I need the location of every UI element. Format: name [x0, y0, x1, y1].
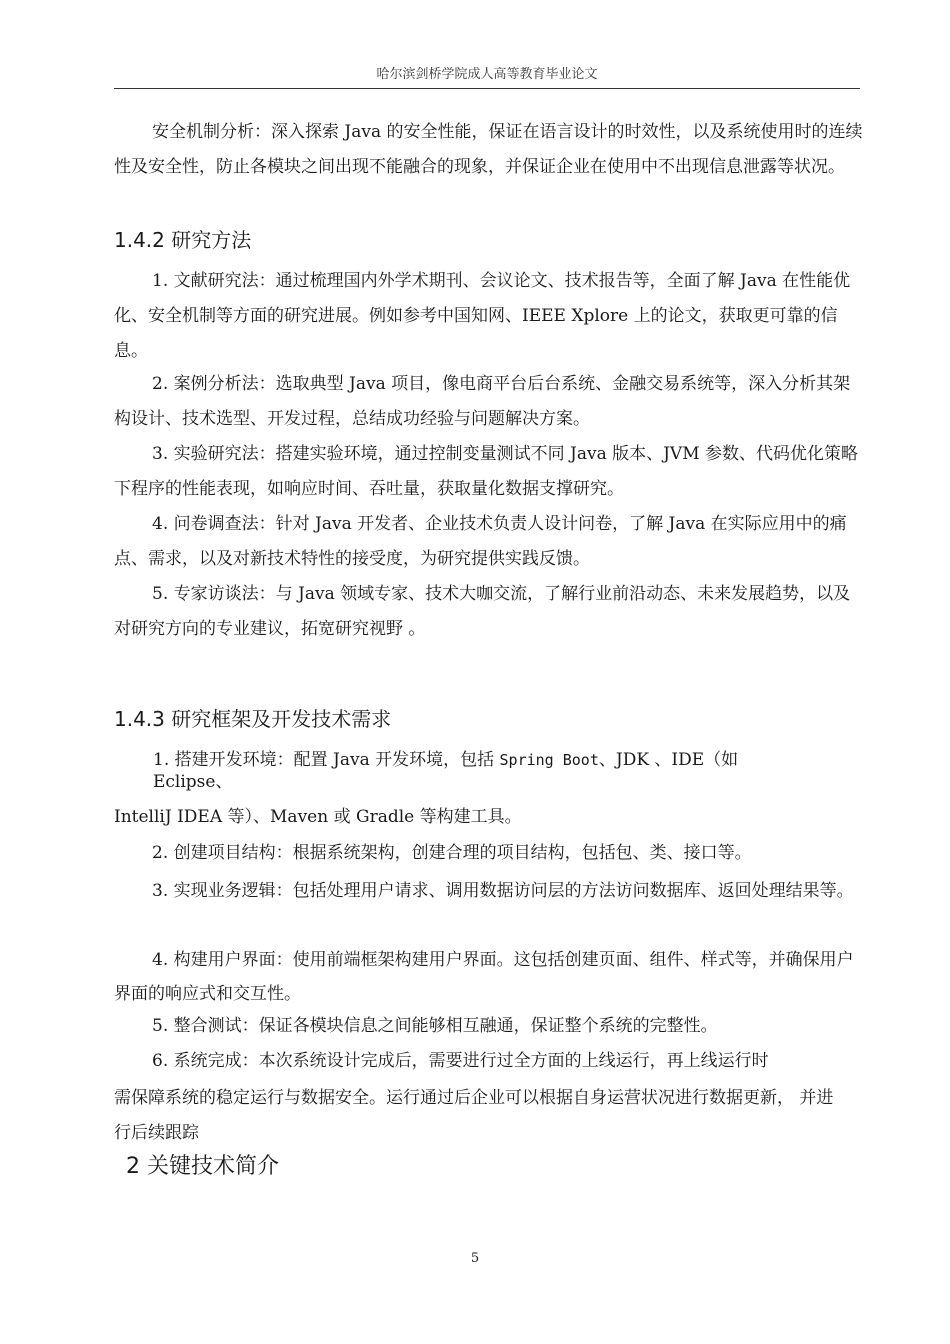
method-item-4: 4. 问卷调查法：针对 Java 开发者、企业技术负责人设计问卷，了解 Java 在实际应用中的痛点、需求，以及对新技术特性的接受度，为研究提供实践反馈。	[114, 514, 847, 569]
intro-paragraph: 安全机制分析：深入探索 Java 的安全性能，保证在语言设计的时效性，以及系统使用时的连续性及安全性，防止各模块之间出现不能融合的现象，并保证企业在使用中不出现信息泄露等状况。	[114, 122, 863, 177]
section-heading-1-4-2: 1.4.2 研究方法	[114, 228, 252, 252]
framework-item-1-line1	[153, 748, 833, 772]
framework-item-1-wrap: Eclipse、	[153, 772, 233, 792]
method-item-2: 2. 案例分析法：选取典型 Java 项目，像电商平台后台系统、金融交易系统等，深入分析其架构设计、技术选型、开发过程，总结成功经验与问题解决方案。	[114, 374, 851, 429]
method-item-1: 1. 文献研究法：通过梳理国内外学术期刊、会议论文、技术报告等，全面了解 Java 在性能优化、安全机制等方面的研究进展。例如参考中国知网、IEEE Xplore 上的论文，获取更可靠的信息。	[114, 271, 851, 361]
framework-item-1-code: Spring Boot	[499, 751, 599, 769]
framework-item-1-continuation: IntelliJ IDEA 等）、Maven 或 Gradle 等构建工具。	[114, 807, 522, 827]
header-rule	[114, 88, 860, 89]
chapter-2-heading: 2 关键技术简介	[126, 1154, 279, 1179]
framework-item-6-rest: 需保障系统的稳定运行与数据安全。运行通过后企业可以根据自身运营状况进行数据更新， 并进行后续跟踪	[114, 1088, 834, 1143]
framework-item-2: 2. 创建项目结构：根据系统架构，创建合理的项目结构，包括包、类、接口等。	[152, 843, 752, 863]
method-item-5: 5. 专家访谈法：与 Java 领域专家、技术大咖交流，了解行业前沿动态、未来发展趋势，以及对研究方向的专业建议，拓宽研究视野 。	[114, 584, 851, 639]
method-item-3: 3. 实验研究法：搭建实验环境，通过控制变量测试不同 Java 版本、JVM 参数、代码优化策略下程序的性能表现，如响应时间、吞吐量，获取量化数据支撑研究。	[114, 444, 859, 499]
running-header: 哈尔滨剑桥学院成人高等教育毕业论文	[376, 67, 598, 82]
framework-item-6-line1: 6. 系统完成：本次系统设计完成后，需要进行过全方面的上线运行，再上线运行时	[152, 1051, 769, 1071]
section-heading-1-4-3: 1.4.3 研究框架及开发技术需求	[114, 707, 392, 731]
framework-item-5: 5. 整合测试：保证各模块信息之间能够相互融通，保证整个系统的完整性。	[152, 1016, 718, 1036]
framework-item-1-prefix: 1. 搭建开发环境：配置 Java 开发环境，包括	[153, 750, 500, 770]
framework-item-4: 4. 构建用户界面：使用前端框架构建用户界面。这包括创建页面、组件、样式等，并确保用户界面的响应式和交互性。	[114, 950, 854, 1004]
framework-item-3: 3. 实现业务逻辑：包括处理用户请求、调用数据访问层的方法访问数据库、返回处理结果等。	[152, 881, 854, 901]
page-number: 5	[470, 1251, 480, 1266]
framework-item-1-suffix: 、JDK 、IDE（如	[598, 750, 739, 770]
